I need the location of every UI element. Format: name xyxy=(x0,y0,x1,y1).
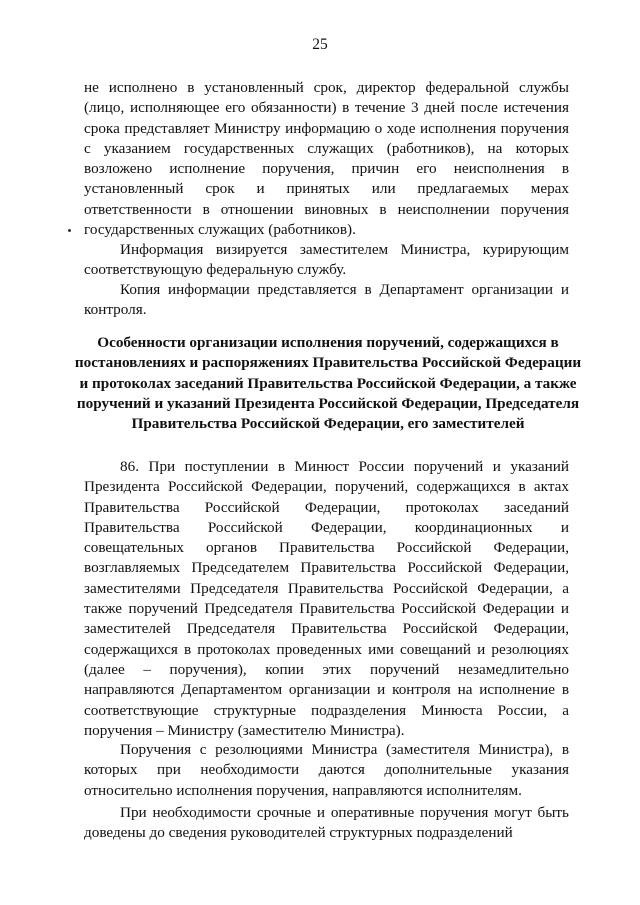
paragraph-text: 86. При поступлении в Минюст России поручений и указаний Президента Российской Федерации, поручений, содержащихся в актах Правительства Российской Федерации, протоколах заседаний Правительства Российской Федерации, координационных и совещательных органов Правительства Российской Федерации, возглавляемых Председателем Правительства Российской Федерации, заместителями Председателя Правительства Российской Федерации, а также поручений Председателя Правительства Российской Федерации и заместителей Председателя Правительства Российской Федерации, содержащихся в протоколах проведенных ими совещаний и резолюциях (далее – поручения), копии этих поручений незамедлительно направляются Департаментом организации и контроля на исполнение в соответствующие структурные подразделения Минюста России, а поручения – Министру (заместителю Министра). xyxy=(84,458,569,739)
paragraph-86 xyxy=(84,457,569,741)
paragraph-copy xyxy=(84,280,569,321)
paragraph-urgent xyxy=(84,803,569,844)
paragraph-text: Копия информации представляется в Департамент организации и контроля. xyxy=(84,281,569,319)
paragraph-resolutions xyxy=(84,740,569,801)
paragraph-continuation xyxy=(84,78,569,240)
paragraph-text: не исполнено в установленный срок, директор федеральной службы (лицо, исполняющее его обязанности) в течение 3 дней после истечения срока представляет Министру информацию о ходе исполнения поручения с указанием государственных служащих (работников), на которых возложено исполнение поручения, причин его неисполнения в установленный срок и принятых или предлагаемых мерах ответственности в отношении виновных в неисполнении поручения государственных служащих (работников). xyxy=(84,79,569,239)
page-number: 25 xyxy=(312,36,328,53)
paragraph-text: При необходимости срочные и оперативные поручения могут быть доведены до сведения руководителей структурных подразделений xyxy=(84,804,569,842)
paragraph-text: Поручения с резолюциями Министра (заместителя Министра), в которых при необходимости даются дополнительные указания относительно исполнения поручения, направляются исполнителям. xyxy=(84,741,569,799)
paragraph-text: Информация визируется заместителем Министра, курирующим соответствующую федеральную службу. xyxy=(84,241,569,279)
margin-mark xyxy=(68,229,71,232)
section-heading: Особенности организации исполнения поручений, содержащихся в постановлениях и распоряжениях Правительства Российской Федерации и протоколах заседаний Правительства Российской Федерации, а также поручений и указаний Президента Российской Федерации, Председателя Правительства Российской Федерации, его заместителей xyxy=(74,334,582,433)
paragraph-endorsement xyxy=(84,240,569,281)
